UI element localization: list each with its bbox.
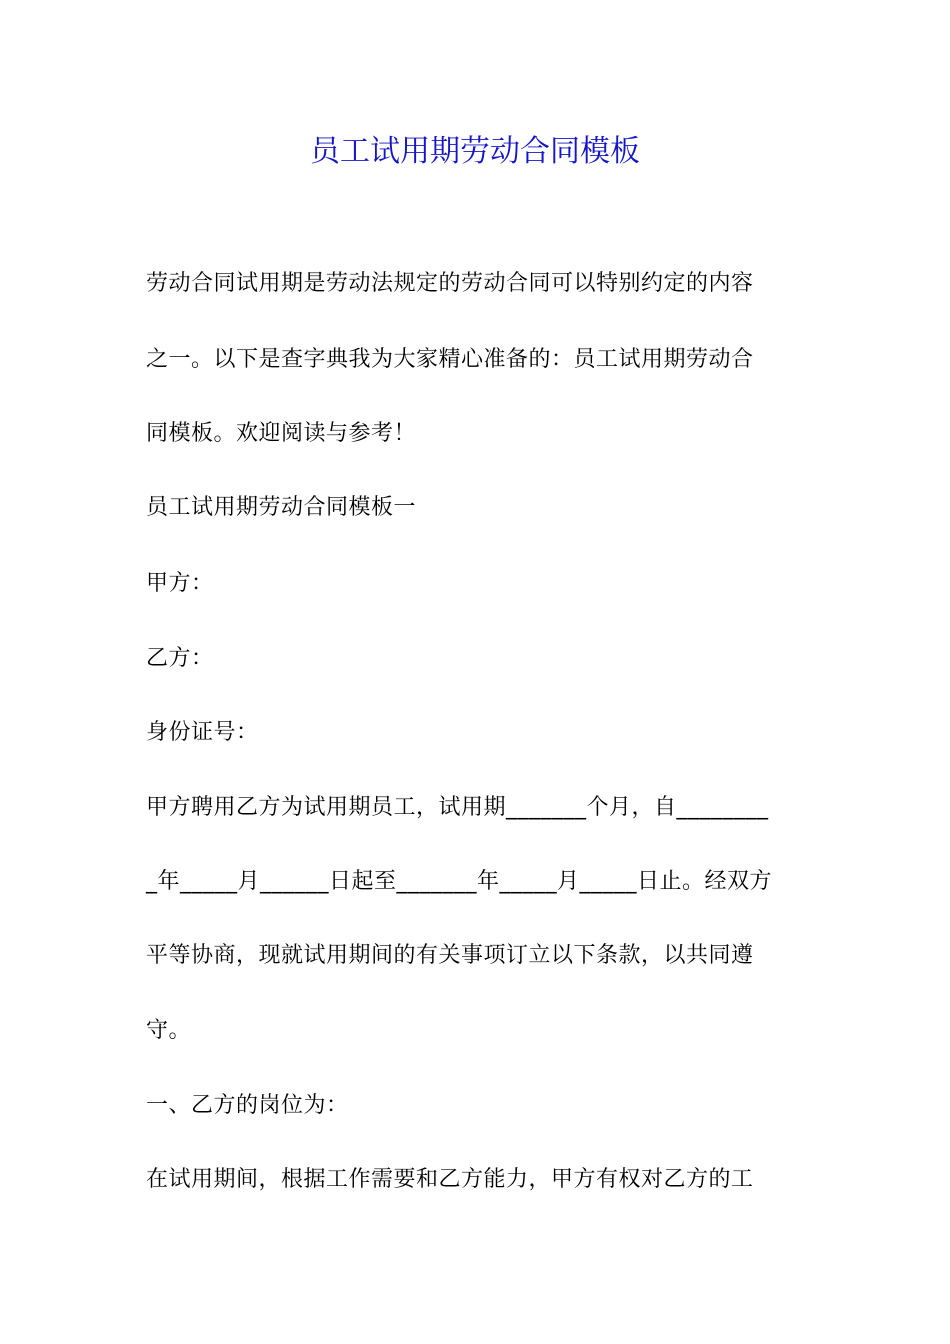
body-text-line: 同模板。欢迎阅读与参考！ <box>146 421 417 446</box>
id-number-field: 身份证号： <box>146 720 259 745</box>
body-text-line: 劳动合同试用期是劳动法规定的劳动合同可以特别约定的内容 <box>146 271 754 296</box>
body-text-line: 之一。以下是查字典我为大家精心准备的：员工试用期劳动合 <box>146 347 754 372</box>
body-text-line: 守。 <box>146 1018 192 1043</box>
body-text-line: _年_____月______日起至_______年_____月_____日止。经双方 <box>146 869 773 894</box>
body-text-line: 平等协商，现就试用期间的有关事项订立以下条款，以共同遵 <box>146 943 754 968</box>
party-a-field: 甲方： <box>146 571 214 596</box>
body-text-line: 在试用期间，根据工作需要和乙方能力，甲方有权对乙方的工 <box>146 1167 754 1192</box>
clause-heading: 一、乙方的岗位为： <box>146 1093 349 1118</box>
party-b-field: 乙方： <box>146 646 214 671</box>
body-text-line: 甲方聘用乙方为试用期员工，试用期_______个月，自________ <box>146 795 769 820</box>
section-heading: 员工试用期劳动合同模板一 <box>146 495 417 520</box>
document-title: 员工试用期劳动合同模板 <box>310 134 640 169</box>
